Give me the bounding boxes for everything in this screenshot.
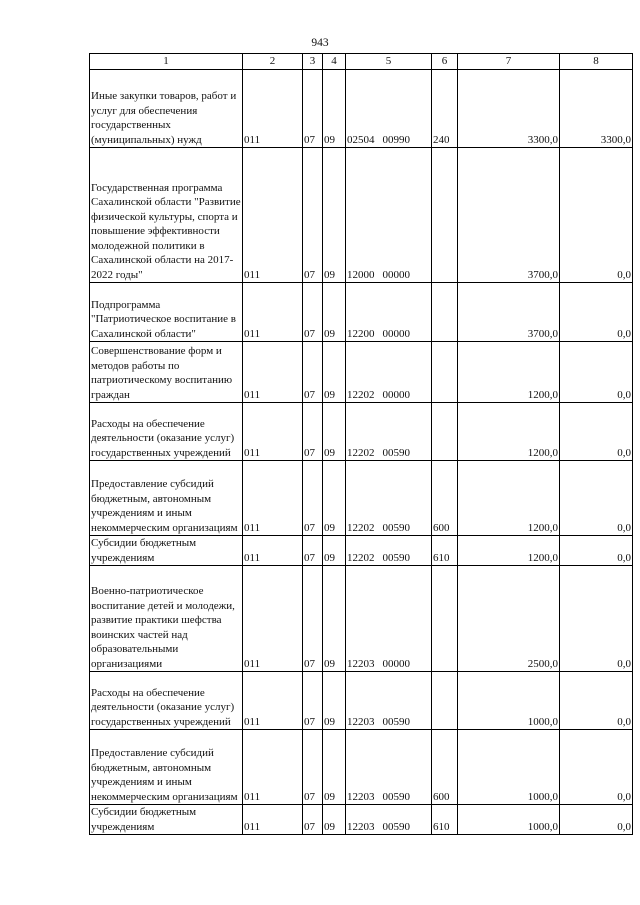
budget-table <box>89 53 633 835</box>
amount-col8-cell: 0,0 <box>560 148 633 283</box>
expense-type-cell <box>432 672 458 730</box>
amount-col7-cell: 1200,0 <box>458 403 560 461</box>
amount-col7-cell: 2500,0 <box>458 566 560 672</box>
program-code: 12202 <box>347 551 375 564</box>
table-row <box>90 148 633 283</box>
amount-col8-cell: 3300,0 <box>560 70 633 148</box>
table-row <box>90 805 633 835</box>
expense-name-cell: Подпрограмма "Патриотическое воспитание в Сахалинской области" <box>90 283 243 342</box>
subsection-code-cell: 09 <box>323 672 346 730</box>
expense-type-cell: 600 <box>432 730 458 805</box>
expense-name-cell: Предоставление субсидий бюджетным, автономным учреждениям и иным некоммерческим организациям <box>90 730 243 805</box>
direction-code: 00590 <box>382 820 410 833</box>
direction-code: 00590 <box>382 521 410 534</box>
target-article-cell <box>346 70 432 148</box>
table-row <box>90 342 633 403</box>
section-code-cell: 07 <box>303 672 323 730</box>
expense-name-cell: Субсидии бюджетным учреждениям <box>90 805 243 835</box>
direction-code: 00590 <box>382 551 410 564</box>
ministry-code-cell: 011 <box>243 805 303 835</box>
target-article-cell <box>346 283 432 342</box>
ministry-code-cell: 011 <box>243 148 303 283</box>
section-code-cell: 07 <box>303 461 323 536</box>
section-code-cell: 07 <box>303 566 323 672</box>
expense-name-cell: Совершенствование форм и методов работы по патриотическому воспитанию граждан <box>90 342 243 403</box>
expense-type-cell <box>432 566 458 672</box>
program-code: 02504 <box>347 133 375 146</box>
target-article-cell <box>346 805 432 835</box>
section-code-cell: 07 <box>303 536 323 566</box>
target-article-cell <box>346 536 432 566</box>
amount-col8-cell: 0,0 <box>560 566 633 672</box>
expense-name-cell: Предоставление субсидий бюджетным, автономным учреждениям и иным некоммерческим организациям <box>90 461 243 536</box>
subsection-code-cell: 09 <box>323 461 346 536</box>
amount-col8-cell: 0,0 <box>560 805 633 835</box>
section-code-cell: 07 <box>303 730 323 805</box>
table-body <box>90 70 633 835</box>
amount-col8-cell: 0,0 <box>560 672 633 730</box>
table-row <box>90 403 633 461</box>
program-code: 12203 <box>347 820 375 833</box>
direction-code: 00000 <box>382 327 410 340</box>
amount-col8-cell: 0,0 <box>560 536 633 566</box>
target-article-cell <box>346 148 432 283</box>
ministry-code-cell: 011 <box>243 461 303 536</box>
ministry-code-cell: 011 <box>243 70 303 148</box>
expense-type-cell: 610 <box>432 805 458 835</box>
program-code: 12200 <box>347 327 375 340</box>
expense-name-cell: Расходы на обеспечение деятельности (оказание услуг) государственных учреждений <box>90 403 243 461</box>
section-code-cell: 07 <box>303 403 323 461</box>
expense-type-cell <box>432 342 458 403</box>
amount-col8-cell: 0,0 <box>560 283 633 342</box>
column-header-4: 4 <box>323 54 346 70</box>
direction-code: 00000 <box>382 657 410 670</box>
target-article-cell <box>346 566 432 672</box>
subsection-code-cell: 09 <box>323 342 346 403</box>
subsection-code-cell: 09 <box>323 70 346 148</box>
ministry-code-cell: 011 <box>243 342 303 403</box>
amount-col8-cell: 0,0 <box>560 730 633 805</box>
column-header-1: 1 <box>90 54 243 70</box>
program-code: 12202 <box>347 388 375 401</box>
expense-type-cell <box>432 283 458 342</box>
ministry-code-cell: 011 <box>243 536 303 566</box>
header-row <box>90 54 633 70</box>
amount-col7-cell: 1200,0 <box>458 536 560 566</box>
subsection-code-cell: 09 <box>323 403 346 461</box>
target-article-cell <box>346 403 432 461</box>
amount-col7-cell: 1000,0 <box>458 730 560 805</box>
amount-col7-cell: 3700,0 <box>458 148 560 283</box>
ministry-code-cell: 011 <box>243 730 303 805</box>
section-code-cell: 07 <box>303 283 323 342</box>
subsection-code-cell: 09 <box>323 148 346 283</box>
amount-col7-cell: 1000,0 <box>458 805 560 835</box>
direction-code: 00000 <box>382 268 410 281</box>
subsection-code-cell: 09 <box>323 805 346 835</box>
expense-name-cell: Субсидии бюджетным учреждениям <box>90 536 243 566</box>
section-code-cell: 07 <box>303 148 323 283</box>
column-header-5: 5 <box>346 54 432 70</box>
expense-name-cell: Иные закупки товаров, работ и услуг для обеспечения государственных (муниципальных) нужд <box>90 70 243 148</box>
program-code: 12202 <box>347 521 375 534</box>
subsection-code-cell: 09 <box>323 536 346 566</box>
column-header-8: 8 <box>560 54 633 70</box>
ministry-code-cell: 011 <box>243 283 303 342</box>
amount-col8-cell: 0,0 <box>560 461 633 536</box>
amount-col7-cell: 1000,0 <box>458 672 560 730</box>
amount-col8-cell: 0,0 <box>560 342 633 403</box>
page-number: 943 <box>311 37 329 49</box>
program-code: 12000 <box>347 268 375 281</box>
direction-code: 00590 <box>382 790 410 803</box>
direction-code: 00590 <box>382 715 410 728</box>
table-row <box>90 672 633 730</box>
amount-col7-cell: 1200,0 <box>458 461 560 536</box>
expense-name-cell: Расходы на обеспечение деятельности (оказание услуг) государственных учреждений <box>90 672 243 730</box>
subsection-code-cell: 09 <box>323 566 346 672</box>
section-code-cell: 07 <box>303 805 323 835</box>
subsection-code-cell: 09 <box>323 730 346 805</box>
amount-col8-cell: 0,0 <box>560 403 633 461</box>
ministry-code-cell: 011 <box>243 566 303 672</box>
direction-code: 00990 <box>382 133 410 146</box>
expense-type-cell <box>432 403 458 461</box>
table-row <box>90 730 633 805</box>
expense-type-cell: 240 <box>432 70 458 148</box>
table-row <box>90 461 633 536</box>
expense-type-cell: 600 <box>432 461 458 536</box>
expense-type-cell <box>432 148 458 283</box>
column-header-2: 2 <box>243 54 303 70</box>
subsection-code-cell: 09 <box>323 283 346 342</box>
ministry-code-cell: 011 <box>243 672 303 730</box>
program-code: 12203 <box>347 715 375 728</box>
target-article-cell <box>346 672 432 730</box>
program-code: 12203 <box>347 657 375 670</box>
expense-type-cell: 610 <box>432 536 458 566</box>
table-row <box>90 70 633 148</box>
section-code-cell: 07 <box>303 342 323 403</box>
column-header-3: 3 <box>303 54 323 70</box>
section-code-cell: 07 <box>303 70 323 148</box>
target-article-cell <box>346 730 432 805</box>
expense-name-cell: Военно-патриотическое воспитание детей и молодежи, развитие практики шефства воинских частей над образовательными организациями <box>90 566 243 672</box>
amount-col7-cell: 3700,0 <box>458 283 560 342</box>
table-row <box>90 566 633 672</box>
table-row <box>90 536 633 566</box>
target-article-cell <box>346 342 432 403</box>
target-article-cell <box>346 461 432 536</box>
program-code: 12203 <box>347 790 375 803</box>
column-header-7: 7 <box>458 54 560 70</box>
amount-col7-cell: 3300,0 <box>458 70 560 148</box>
ministry-code-cell: 011 <box>243 403 303 461</box>
direction-code: 00000 <box>382 388 410 401</box>
direction-code: 00590 <box>382 446 410 459</box>
program-code: 12202 <box>347 446 375 459</box>
column-header-6: 6 <box>432 54 458 70</box>
expense-name-cell: Государственная программа Сахалинской области "Развитие физической культуры, спорта и повышение эффективности молодежной политики в Сахалинской области на 2017-2022 годы" <box>90 148 243 283</box>
table-row <box>90 283 633 342</box>
amount-col7-cell: 1200,0 <box>458 342 560 403</box>
